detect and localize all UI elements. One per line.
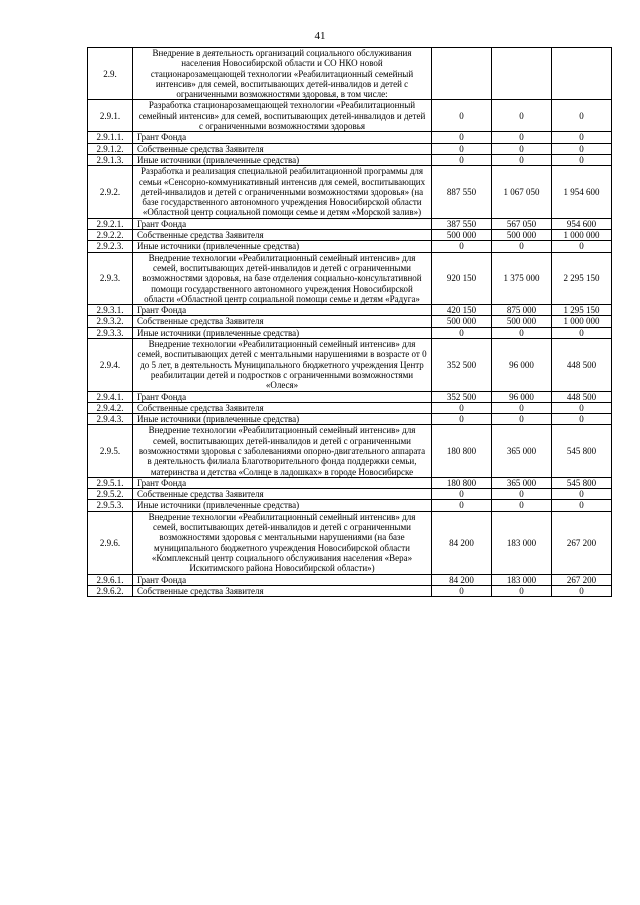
row-value-1: 0 xyxy=(432,132,492,143)
row-value-2: 365 000 xyxy=(492,425,552,477)
row-value-1: 0 xyxy=(432,143,492,154)
row-value-1: 0 xyxy=(432,241,492,252)
row-value-1: 420 150 xyxy=(432,305,492,316)
row-value-3: 0 xyxy=(552,402,612,413)
row-number: 2.9.3.3. xyxy=(88,327,133,338)
row-number: 2.9.4.1. xyxy=(88,391,133,402)
row-description: Грант Фонда xyxy=(133,391,432,402)
row-value-3: 0 xyxy=(552,489,612,500)
table-subrow xyxy=(88,132,612,143)
row-value-1: 0 xyxy=(432,402,492,413)
table-subrow xyxy=(88,143,612,154)
row-value-3: 545 800 xyxy=(552,425,612,477)
row-description: Собственные средства Заявителя xyxy=(133,316,432,327)
row-value-3: 0 xyxy=(552,241,612,252)
row-value-3: 0 xyxy=(552,500,612,511)
row-number: 2.9.6. xyxy=(88,511,133,574)
row-value-2: 567 050 xyxy=(492,218,552,229)
row-number: 2.9.2.1. xyxy=(88,218,133,229)
row-value-3: 1 954 600 xyxy=(552,166,612,218)
row-description: Грант Фонда xyxy=(133,574,432,585)
row-value-3: 954 600 xyxy=(552,218,612,229)
row-value-1: 180 800 xyxy=(432,425,492,477)
row-value-1: 0 xyxy=(432,100,492,132)
row-value-1: 84 200 xyxy=(432,511,492,574)
row-description: Грант Фонда xyxy=(133,305,432,316)
table-subrow xyxy=(88,305,612,316)
row-value-1: 352 500 xyxy=(432,391,492,402)
row-description: Внедрение технологии «Реабилитационный семейный интенсив» для семей, воспитывающих детей-инвалидов и детей с ограниченными возможностями здоровья с ментальными нарушениями (на базе муниципального бюджетного учреждения Новосибирской области «Комплексный центр социального обслуживания населения «Вера» Искитимского района Новосибирской области») xyxy=(133,511,432,574)
table-row xyxy=(88,166,612,218)
row-value-3: 2 295 150 xyxy=(552,252,612,304)
row-value-1: 0 xyxy=(432,585,492,596)
row-description: Собственные средства Заявителя xyxy=(133,402,432,413)
row-number: 2.9.1.3. xyxy=(88,154,133,165)
row-value-2: 875 000 xyxy=(492,305,552,316)
row-value-3: 1 295 150 xyxy=(552,305,612,316)
row-value-3: 267 200 xyxy=(552,511,612,574)
row-value-1: 0 xyxy=(432,154,492,165)
row-value-2: 0 xyxy=(492,143,552,154)
row-number: 2.9.1.1. xyxy=(88,132,133,143)
table-subrow xyxy=(88,391,612,402)
table-row xyxy=(88,252,612,304)
row-description: Иные источники (привлеченные средства) xyxy=(133,154,432,165)
row-description: Разработка стационарозамещающей технологии «Реабилитационный семейный интенсив» для семей, воспитывающих детей-инвалидов и детей с ограниченными возможностями здоровья xyxy=(133,100,432,132)
row-description: Внедрение технологии «Реабилитационный семейный интенсив» для семей, воспитывающих детей с ментальными нарушениями в возрасте от 0 до 5 лет, в деятельность Муниципального бюджетного учреждения Центр реабилитации детей и подростков с ограниченными возможностями «Олеся» xyxy=(133,339,432,391)
row-description: Иные источники (привлеченные средства) xyxy=(133,241,432,252)
table-subrow xyxy=(88,218,612,229)
row-value-1: 0 xyxy=(432,500,492,511)
row-value-2: 183 000 xyxy=(492,511,552,574)
table-row xyxy=(88,48,612,100)
row-value-2: 0 xyxy=(492,327,552,338)
row-value-1: 0 xyxy=(432,414,492,425)
table-row xyxy=(88,425,612,477)
row-value-1: 180 800 xyxy=(432,477,492,488)
table-row xyxy=(88,511,612,574)
row-number: 2.9.5.1. xyxy=(88,477,133,488)
row-value-1: 500 000 xyxy=(432,230,492,241)
row-number: 2.9.1.2. xyxy=(88,143,133,154)
row-value-2: 500 000 xyxy=(492,316,552,327)
row-description: Собственные средства Заявителя xyxy=(133,230,432,241)
row-value-1 xyxy=(432,48,492,100)
row-value-1: 887 550 xyxy=(432,166,492,218)
row-description: Иные источники (привлеченные средства) xyxy=(133,500,432,511)
row-number: 2.9.1. xyxy=(88,100,133,132)
row-description: Грант Фонда xyxy=(133,218,432,229)
table-subrow xyxy=(88,241,612,252)
budget-table-body xyxy=(88,48,612,597)
row-description: Грант Фонда xyxy=(133,132,432,143)
row-value-2: 0 xyxy=(492,585,552,596)
row-value-1: 500 000 xyxy=(432,316,492,327)
row-value-2: 183 000 xyxy=(492,574,552,585)
row-number: 2.9.6.1. xyxy=(88,574,133,585)
row-number: 2.9.2.3. xyxy=(88,241,133,252)
table-subrow xyxy=(88,402,612,413)
row-description: Собственные средства Заявителя xyxy=(133,585,432,596)
row-number: 2.9.4.3. xyxy=(88,414,133,425)
row-value-3: 0 xyxy=(552,132,612,143)
table-subrow xyxy=(88,154,612,165)
row-number: 2.9.2. xyxy=(88,166,133,218)
row-value-1: 920 150 xyxy=(432,252,492,304)
row-value-3: 0 xyxy=(552,414,612,425)
table-subrow xyxy=(88,574,612,585)
row-description: Внедрение технологии «Реабилитационный семейный интенсив» для семей, воспитывающих детей-инвалидов и детей с ограниченными возможностями здоровья, на базе отделения социально-консультативной помощи государственного автономного учреждения Новосибирской области «Областной центр социальной помощи семье и детям «Радуга» xyxy=(133,252,432,304)
table-row xyxy=(88,100,612,132)
row-number: 2.9.3. xyxy=(88,252,133,304)
page-number: 41 xyxy=(314,30,326,42)
table-row xyxy=(88,339,612,391)
row-number: 2.9.5. xyxy=(88,425,133,477)
row-number: 2.9.2.2. xyxy=(88,230,133,241)
row-value-2: 0 xyxy=(492,500,552,511)
row-value-3: 0 xyxy=(552,327,612,338)
row-value-3: 0 xyxy=(552,585,612,596)
row-value-3: 267 200 xyxy=(552,574,612,585)
row-value-1: 387 550 xyxy=(432,218,492,229)
row-number: 2.9.6.2. xyxy=(88,585,133,596)
row-value-2: 0 xyxy=(492,402,552,413)
row-description: Собственные средства Заявителя xyxy=(133,143,432,154)
row-value-3: 0 xyxy=(552,100,612,132)
row-description: Иные источники (привлеченные средства) xyxy=(133,414,432,425)
row-number: 2.9. xyxy=(88,48,133,100)
row-value-1: 352 500 xyxy=(432,339,492,391)
row-value-3: 545 800 xyxy=(552,477,612,488)
row-value-3: 0 xyxy=(552,154,612,165)
row-number: 2.9.3.1. xyxy=(88,305,133,316)
row-value-3: 1 000 000 xyxy=(552,316,612,327)
budget-table xyxy=(87,47,612,597)
row-value-2: 0 xyxy=(492,489,552,500)
table-subrow xyxy=(88,489,612,500)
row-number: 2.9.5.2. xyxy=(88,489,133,500)
table-subrow xyxy=(88,327,612,338)
row-value-2 xyxy=(492,48,552,100)
row-value-3: 448 500 xyxy=(552,339,612,391)
table-subrow xyxy=(88,477,612,488)
row-value-1: 0 xyxy=(432,489,492,500)
row-value-3: 0 xyxy=(552,143,612,154)
row-value-3: 1 000 000 xyxy=(552,230,612,241)
row-value-3 xyxy=(552,48,612,100)
row-number: 2.9.4.2. xyxy=(88,402,133,413)
row-value-2: 1 067 050 xyxy=(492,166,552,218)
row-value-2: 0 xyxy=(492,414,552,425)
row-description: Собственные средства Заявителя xyxy=(133,489,432,500)
row-value-2: 96 000 xyxy=(492,391,552,402)
table-subrow xyxy=(88,500,612,511)
row-value-2: 0 xyxy=(492,154,552,165)
row-value-1: 0 xyxy=(432,327,492,338)
row-value-2: 1 375 000 xyxy=(492,252,552,304)
row-value-2: 96 000 xyxy=(492,339,552,391)
row-value-2: 365 000 xyxy=(492,477,552,488)
row-number: 2.9.3.2. xyxy=(88,316,133,327)
row-description: Внедрение в деятельность организаций социального обслуживания населения Новосибирской области и СО НКО новой стационарозамещающей технологии «Реабилитационный семейный интенсив» для семей, воспитывающих детей-инвалидов и детей с ограниченными возможностями здоровья, в том числе: xyxy=(133,48,432,100)
row-value-2: 0 xyxy=(492,132,552,143)
row-value-2: 500 000 xyxy=(492,230,552,241)
row-description: Грант Фонда xyxy=(133,477,432,488)
row-value-2: 0 xyxy=(492,100,552,132)
row-description: Иные источники (привлеченные средства) xyxy=(133,327,432,338)
row-number: 2.9.4. xyxy=(88,339,133,391)
row-value-3: 448 500 xyxy=(552,391,612,402)
table-subrow xyxy=(88,414,612,425)
row-value-1: 84 200 xyxy=(432,574,492,585)
table-subrow xyxy=(88,585,612,596)
table-subrow xyxy=(88,230,612,241)
row-description: Разработка и реализация специальной реабилитационной программы для семьи «Сенсорно-коммуникативный интенсив для семей, воспитывающих детей-инвалидов и детей с ограниченными возможностями здоровья» (на базе государственного автономного учреждения Новосибирской области «Областной центр социальной помощи семье и детям «Морской залив») xyxy=(133,166,432,218)
row-description: Внедрение технологии «Реабилитационный семейный интенсив» для семей, воспитывающих детей-инвалидов и детей с ограниченными возможностями здоровья с заболеваниями опорно-двигательного аппарата в деятельность филиала Благотворительного фонда поддержки семьи, материнства и детства «Солнце в ладошках» в городе Новосибирске xyxy=(133,425,432,477)
row-number: 2.9.5.3. xyxy=(88,500,133,511)
row-value-2: 0 xyxy=(492,241,552,252)
table-subrow xyxy=(88,316,612,327)
